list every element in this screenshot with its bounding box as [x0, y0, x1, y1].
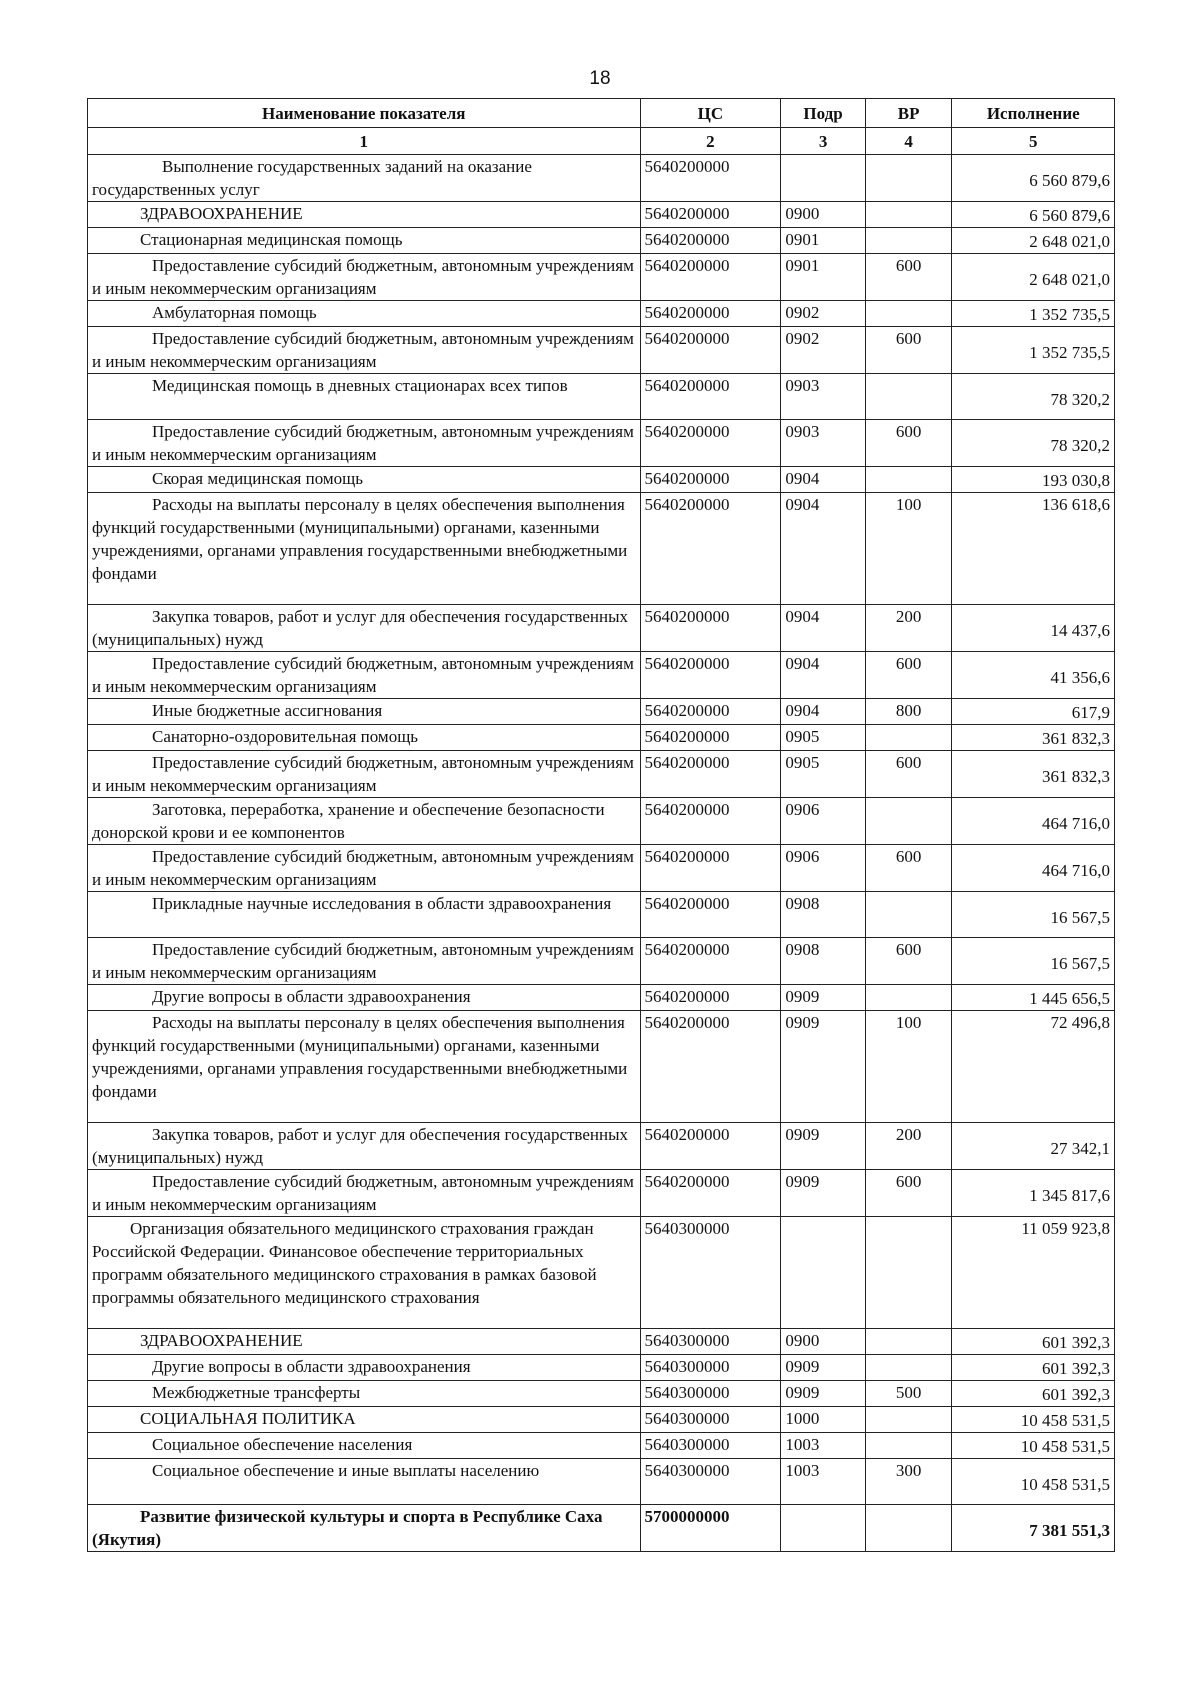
row-name: Предоставление субсидий бюджетным, автономным учреждениям и иным некоммерческим организациям	[88, 938, 641, 985]
row-cs-code: 5640200000	[640, 202, 781, 228]
table-row	[88, 1329, 1115, 1355]
table-row	[88, 467, 1115, 493]
row-podr-code: 1003	[781, 1433, 866, 1459]
row-vr-code: 600	[865, 254, 952, 301]
table-row	[88, 374, 1115, 420]
row-name: Предоставление субсидий бюджетным, автономным учреждениям и иным некоммерческим организациям	[88, 327, 641, 374]
table-row	[88, 1217, 1115, 1329]
table-row	[88, 1459, 1115, 1505]
row-vr-code	[865, 374, 952, 420]
row-podr-code: 0906	[781, 798, 866, 845]
row-amount: 10 458 531,5	[952, 1459, 1115, 1505]
row-cs-code: 5640300000	[640, 1407, 781, 1433]
row-podr-code: 0900	[781, 202, 866, 228]
row-name: Организация обязательного медицинского страхования граждан Российской Федерации. Финансовое обеспечение территориальных программ обязательного медицинского страхования в рамках базовой программы обязательного медицинского страхования	[88, 1217, 641, 1329]
row-vr-code: 600	[865, 845, 952, 892]
row-amount: 11 059 923,8	[952, 1217, 1115, 1329]
row-name: Расходы на выплаты персоналу в целях обеспечения выполнения функций государственными (муниципальными) органами, казенными учреждениями, органами управления государственными внебюджетными фондами	[88, 1011, 641, 1123]
table-row	[88, 798, 1115, 845]
row-name: Предоставление субсидий бюджетным, автономным учреждениям и иным некоммерческим организациям	[88, 652, 641, 699]
table-row	[88, 202, 1115, 228]
row-podr-code: 0903	[781, 420, 866, 467]
row-name: Медицинская помощь в дневных стационарах всех типов	[88, 374, 641, 420]
row-amount: 193 030,8	[952, 467, 1115, 493]
row-amount: 601 392,3	[952, 1381, 1115, 1407]
row-name: Иные бюджетные ассигнования	[88, 699, 641, 725]
row-podr-code: 0909	[781, 1170, 866, 1217]
row-cs-code: 5640200000	[640, 798, 781, 845]
row-vr-code: 200	[865, 605, 952, 652]
table-row	[88, 1170, 1115, 1217]
row-vr-code	[865, 202, 952, 228]
table-row	[88, 725, 1115, 751]
row-amount: 2 648 021,0	[952, 254, 1115, 301]
row-name: Выполнение государственных заданий на оказание государственных услуг	[88, 155, 641, 202]
table-body	[88, 155, 1115, 1552]
row-name: Предоставление субсидий бюджетным, автономным учреждениям и иным некоммерческим организациям	[88, 420, 641, 467]
row-vr-code	[865, 1355, 952, 1381]
row-name: Социальное обеспечение и иные выплаты населению	[88, 1459, 641, 1505]
row-podr-code: 0904	[781, 605, 866, 652]
row-vr-code: 300	[865, 1459, 952, 1505]
table-row	[88, 493, 1115, 605]
row-name: Закупка товаров, работ и услуг для обеспечения государственных (муниципальных) нужд	[88, 1123, 641, 1170]
row-cs-code: 5640200000	[640, 1123, 781, 1170]
row-cs-code: 5640200000	[640, 327, 781, 374]
row-cs-code: 5640200000	[640, 751, 781, 798]
row-vr-code	[865, 301, 952, 327]
row-podr-code: 0901	[781, 228, 866, 254]
table-row	[88, 699, 1115, 725]
row-amount: 16 567,5	[952, 938, 1115, 985]
row-name: Расходы на выплаты персоналу в целях обеспечения выполнения функций государственными (муниципальными) органами, казенными учреждениями, органами управления государственными внебюджетными фондами	[88, 493, 641, 605]
table-row	[88, 985, 1115, 1011]
table-row	[88, 1123, 1115, 1170]
row-podr-code: 0908	[781, 938, 866, 985]
table-row	[88, 1011, 1115, 1123]
row-podr-code: 0908	[781, 892, 866, 938]
row-vr-code: 500	[865, 1381, 952, 1407]
table-row	[88, 254, 1115, 301]
row-vr-code	[865, 1329, 952, 1355]
row-cs-code: 5640300000	[640, 1433, 781, 1459]
row-amount: 601 392,3	[952, 1329, 1115, 1355]
row-name: Закупка товаров, работ и услуг для обеспечения государственных (муниципальных) нужд	[88, 605, 641, 652]
row-podr-code: 0901	[781, 254, 866, 301]
row-amount: 27 342,1	[952, 1123, 1115, 1170]
row-vr-code	[865, 725, 952, 751]
row-name: Скорая медицинская помощь	[88, 467, 641, 493]
row-amount: 16 567,5	[952, 892, 1115, 938]
row-vr-code	[865, 1433, 952, 1459]
row-vr-code: 600	[865, 652, 952, 699]
row-cs-code: 5640200000	[640, 1170, 781, 1217]
row-vr-code	[865, 892, 952, 938]
row-podr-code: 1000	[781, 1407, 866, 1433]
row-name: Социальное обеспечение населения	[88, 1433, 641, 1459]
table-row	[88, 1505, 1115, 1552]
row-podr-code: 0909	[781, 1011, 866, 1123]
row-podr-code: 0904	[781, 493, 866, 605]
row-podr-code: 0905	[781, 751, 866, 798]
row-podr-code: 0900	[781, 1329, 866, 1355]
row-vr-code: 100	[865, 1011, 952, 1123]
row-vr-code: 600	[865, 1170, 952, 1217]
row-cs-code: 5640200000	[640, 1011, 781, 1123]
row-vr-code	[865, 1407, 952, 1433]
row-podr-code: 0904	[781, 652, 866, 699]
row-cs-code: 5640200000	[640, 699, 781, 725]
row-name: Межбюджетные трансферты	[88, 1381, 641, 1407]
table-row	[88, 605, 1115, 652]
row-name: Санаторно-оздоровительная помощь	[88, 725, 641, 751]
row-amount: 1 352 735,5	[952, 327, 1115, 374]
table-row	[88, 1355, 1115, 1381]
row-podr-code: 0902	[781, 327, 866, 374]
row-cs-code: 5640200000	[640, 155, 781, 202]
row-name: ЗДРАВООХРАНЕНИЕ	[88, 202, 641, 228]
column-header-amount: Исполнение	[952, 99, 1115, 128]
row-podr-code: 0906	[781, 845, 866, 892]
row-name: Развитие физической культуры и спорта в Республике Саха (Якутия)	[88, 1505, 641, 1552]
row-cs-code: 5640200000	[640, 985, 781, 1011]
column-header-vr: ВР	[865, 99, 952, 128]
row-vr-code	[865, 228, 952, 254]
row-vr-code	[865, 155, 952, 202]
row-amount: 6 560 879,6	[952, 202, 1115, 228]
row-name: Прикладные научные исследования в области здравоохранения	[88, 892, 641, 938]
row-vr-code: 600	[865, 938, 952, 985]
row-amount: 361 832,3	[952, 751, 1115, 798]
row-amount: 10 458 531,5	[952, 1433, 1115, 1459]
row-amount: 464 716,0	[952, 845, 1115, 892]
row-cs-code: 5640200000	[640, 892, 781, 938]
row-podr-code: 0909	[781, 1355, 866, 1381]
row-podr-code	[781, 1505, 866, 1552]
row-amount: 361 832,3	[952, 725, 1115, 751]
row-cs-code: 5640300000	[640, 1217, 781, 1329]
row-amount: 7 381 551,3	[952, 1505, 1115, 1552]
row-podr-code: 0904	[781, 467, 866, 493]
row-cs-code: 5640200000	[640, 725, 781, 751]
table-header-row	[88, 99, 1115, 128]
row-podr-code: 1003	[781, 1459, 866, 1505]
column-number: 1	[88, 128, 641, 155]
row-amount: 10 458 531,5	[952, 1407, 1115, 1433]
row-podr-code: 0909	[781, 985, 866, 1011]
row-name: Другие вопросы в области здравоохранения	[88, 985, 641, 1011]
table-row	[88, 301, 1115, 327]
column-numbers-row	[88, 128, 1115, 155]
row-podr-code: 0905	[781, 725, 866, 751]
row-amount: 464 716,0	[952, 798, 1115, 845]
row-vr-code: 800	[865, 699, 952, 725]
table-row	[88, 327, 1115, 374]
row-cs-code: 5640200000	[640, 301, 781, 327]
row-podr-code	[781, 155, 866, 202]
row-amount: 78 320,2	[952, 374, 1115, 420]
row-amount: 617,9	[952, 699, 1115, 725]
row-cs-code: 5640200000	[640, 420, 781, 467]
row-amount: 6 560 879,6	[952, 155, 1115, 202]
row-amount: 601 392,3	[952, 1355, 1115, 1381]
row-podr-code: 0909	[781, 1123, 866, 1170]
table-row	[88, 751, 1115, 798]
row-amount: 1 345 817,6	[952, 1170, 1115, 1217]
table-row	[88, 652, 1115, 699]
row-vr-code	[865, 1505, 952, 1552]
row-name: ЗДРАВООХРАНЕНИЕ	[88, 1329, 641, 1355]
row-name: Предоставление субсидий бюджетным, автономным учреждениям и иным некоммерческим организациям	[88, 751, 641, 798]
table-row	[88, 420, 1115, 467]
column-number: 3	[781, 128, 866, 155]
row-vr-code: 200	[865, 1123, 952, 1170]
row-cs-code: 5640300000	[640, 1459, 781, 1505]
column-number: 2	[640, 128, 781, 155]
column-header-cs: ЦС	[640, 99, 781, 128]
row-cs-code: 5640200000	[640, 652, 781, 699]
row-podr-code: 0903	[781, 374, 866, 420]
row-cs-code: 5640300000	[640, 1381, 781, 1407]
table-row	[88, 155, 1115, 202]
row-vr-code	[865, 1217, 952, 1329]
table-row	[88, 938, 1115, 985]
row-amount: 78 320,2	[952, 420, 1115, 467]
column-header-name: Наименование показателя	[88, 99, 641, 128]
table-row	[88, 845, 1115, 892]
row-name: Амбулаторная помощь	[88, 301, 641, 327]
table-row	[88, 892, 1115, 938]
row-cs-code: 5640200000	[640, 374, 781, 420]
row-amount: 14 437,6	[952, 605, 1115, 652]
row-amount: 2 648 021,0	[952, 228, 1115, 254]
row-vr-code: 600	[865, 327, 952, 374]
column-number: 5	[952, 128, 1115, 155]
page-number: 18	[589, 68, 611, 89]
row-cs-code: 5640200000	[640, 605, 781, 652]
budget-table	[87, 98, 1115, 1552]
row-cs-code: 5640200000	[640, 467, 781, 493]
row-vr-code: 600	[865, 751, 952, 798]
row-name: Заготовка, переработка, хранение и обеспечение безопасности донорской крови и ее компонентов	[88, 798, 641, 845]
row-cs-code: 5700000000	[640, 1505, 781, 1552]
row-cs-code: 5640200000	[640, 845, 781, 892]
row-cs-code: 5640200000	[640, 228, 781, 254]
row-name: Предоставление субсидий бюджетным, автономным учреждениям и иным некоммерческим организациям	[88, 254, 641, 301]
column-header-podr: Подр	[781, 99, 866, 128]
row-cs-code: 5640200000	[640, 493, 781, 605]
row-podr-code: 0904	[781, 699, 866, 725]
table-row	[88, 1433, 1115, 1459]
row-amount: 1 352 735,5	[952, 301, 1115, 327]
table-row	[88, 228, 1115, 254]
row-cs-code: 5640200000	[640, 938, 781, 985]
row-vr-code	[865, 467, 952, 493]
row-cs-code: 5640300000	[640, 1329, 781, 1355]
row-amount: 72 496,8	[952, 1011, 1115, 1123]
row-cs-code: 5640200000	[640, 254, 781, 301]
row-podr-code: 0909	[781, 1381, 866, 1407]
column-number: 4	[865, 128, 952, 155]
table-row	[88, 1381, 1115, 1407]
row-name: Предоставление субсидий бюджетным, автономным учреждениям и иным некоммерческим организациям	[88, 845, 641, 892]
row-amount: 1 445 656,5	[952, 985, 1115, 1011]
row-name: Предоставление субсидий бюджетным, автономным учреждениям и иным некоммерческим организациям	[88, 1170, 641, 1217]
row-name: Другие вопросы в области здравоохранения	[88, 1355, 641, 1381]
row-name: Стационарная медицинская помощь	[88, 228, 641, 254]
row-amount: 136 618,6	[952, 493, 1115, 605]
row-vr-code	[865, 798, 952, 845]
row-amount: 41 356,6	[952, 652, 1115, 699]
row-podr-code	[781, 1217, 866, 1329]
table-row	[88, 1407, 1115, 1433]
row-vr-code	[865, 985, 952, 1011]
row-cs-code: 5640300000	[640, 1355, 781, 1381]
row-name: СОЦИАЛЬНАЯ ПОЛИТИКА	[88, 1407, 641, 1433]
row-podr-code: 0902	[781, 301, 866, 327]
row-vr-code: 600	[865, 420, 952, 467]
row-vr-code: 100	[865, 493, 952, 605]
